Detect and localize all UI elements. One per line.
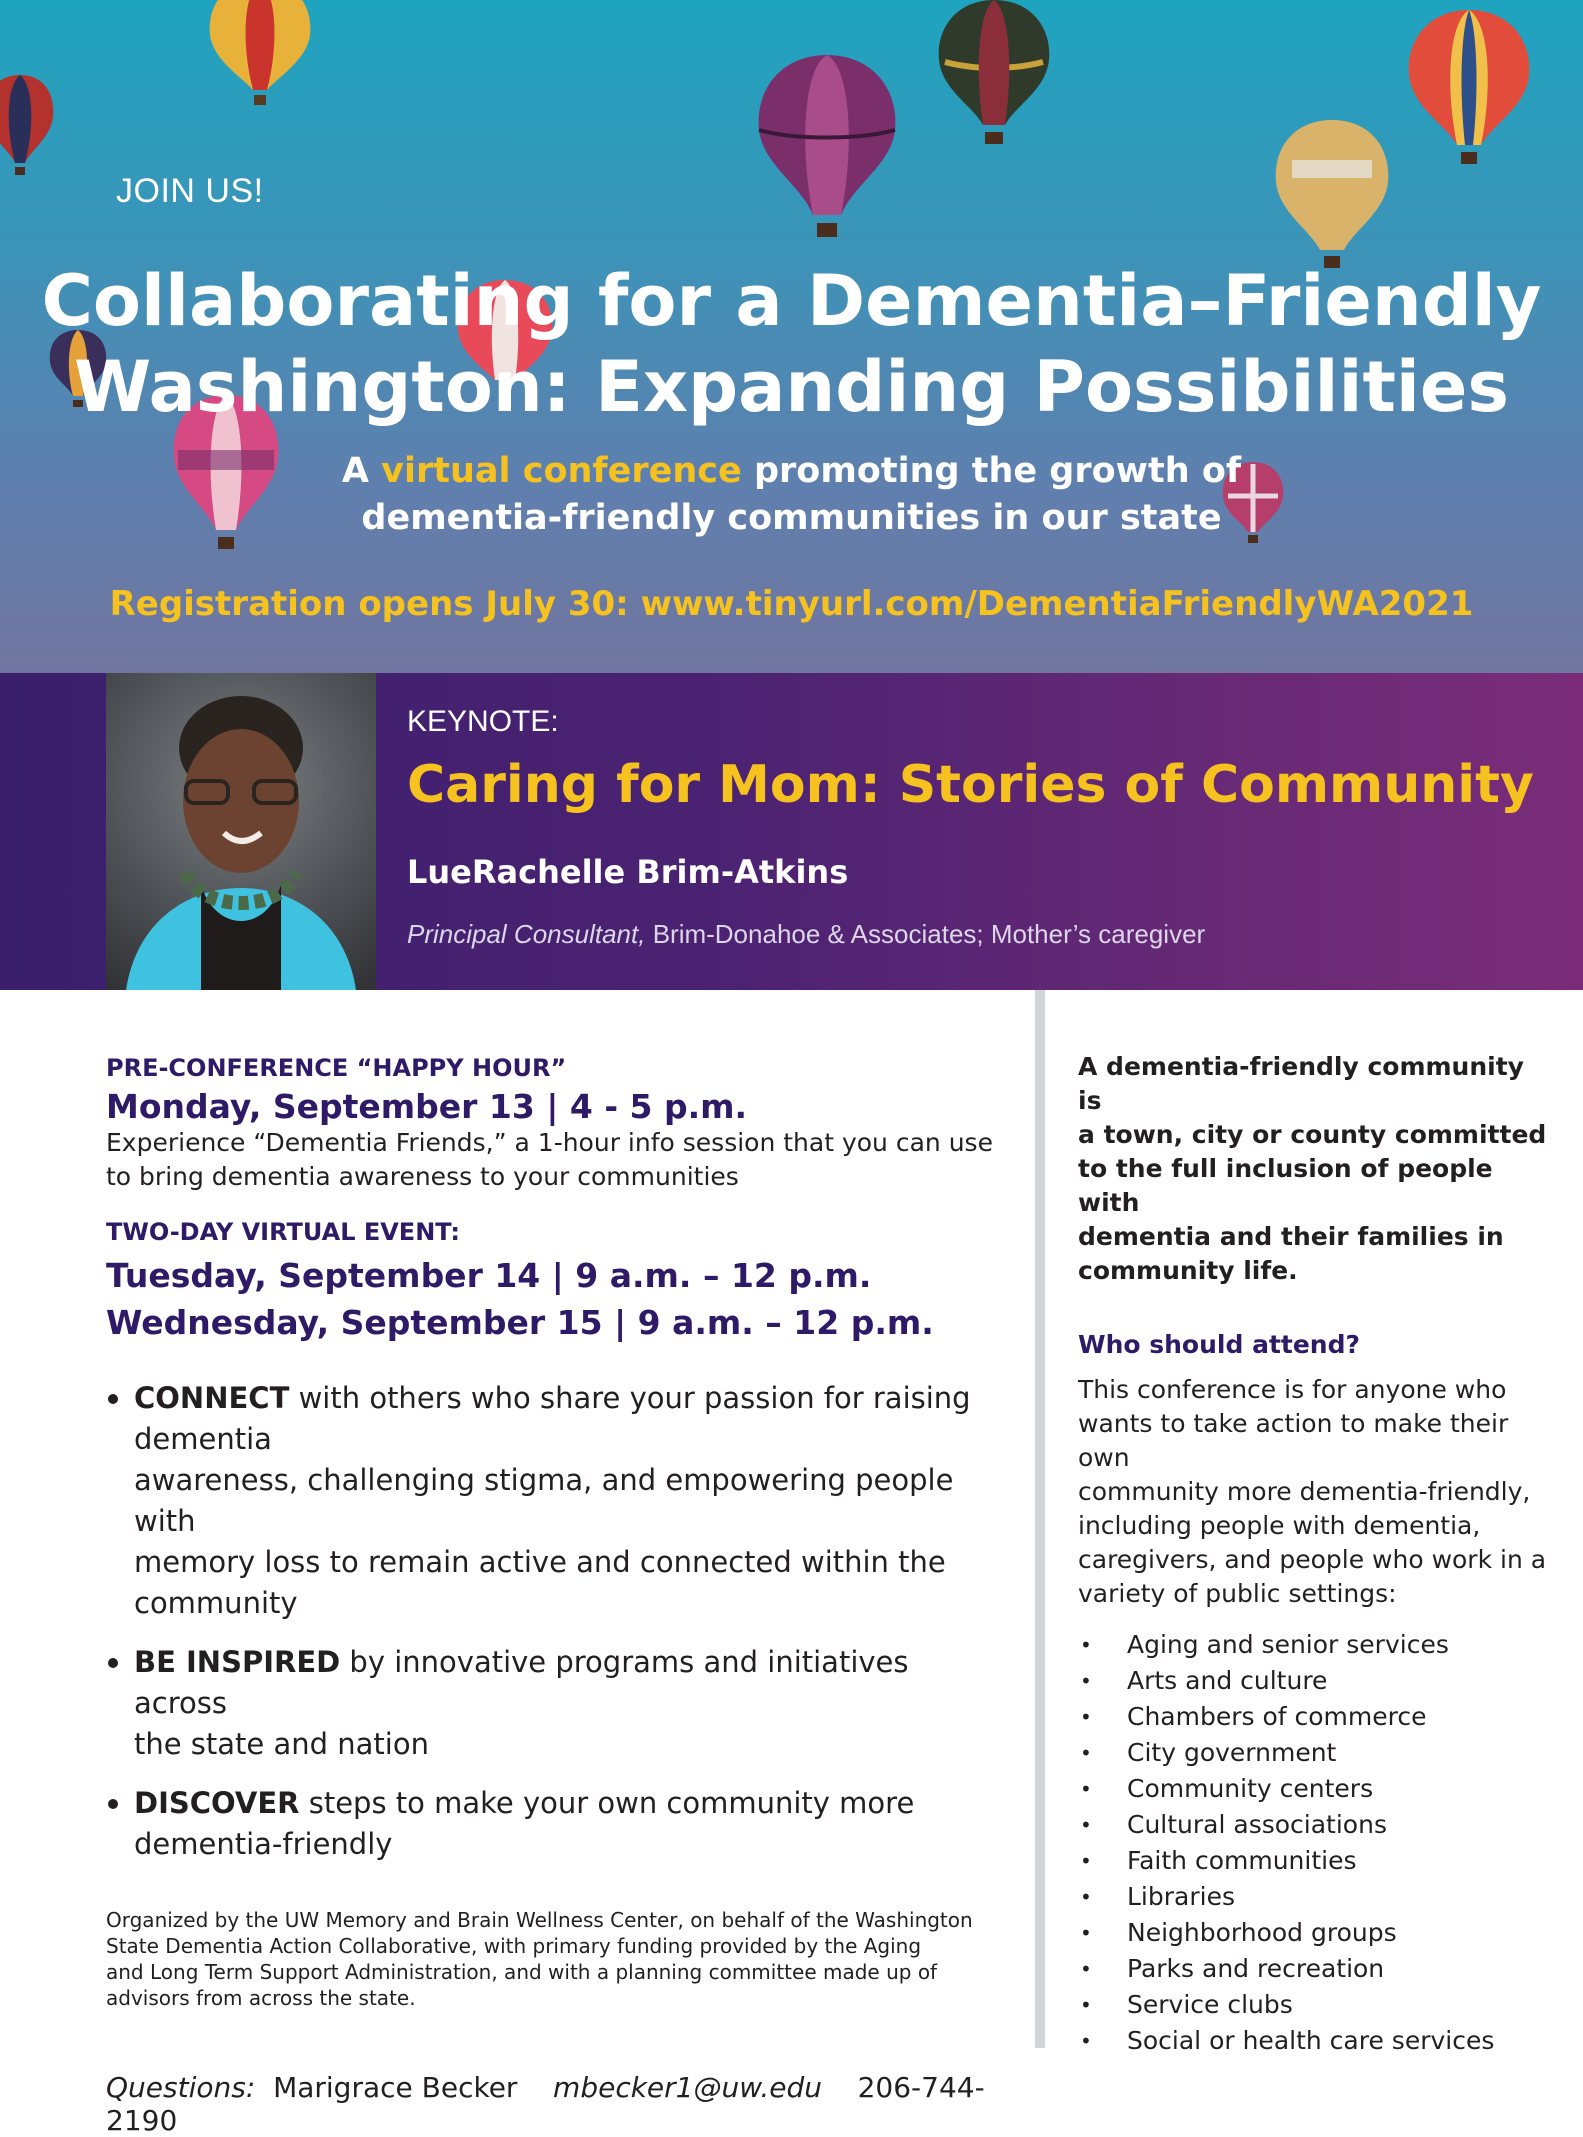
- audience-item: • Cultural associations: [1078, 1807, 1548, 1843]
- organizer-line: advisors from across the state.: [106, 1986, 416, 2010]
- benefit-line: memory loss to remain active and connected within the community: [134, 1545, 946, 1620]
- subtitle-line-2: dementia-friendly communities in our state: [361, 498, 1222, 538]
- benefit-text: by innovative programs and initiatives across: [134, 1645, 909, 1720]
- speaker-photo: [106, 673, 376, 990]
- audience-item: • City government: [1078, 1735, 1548, 1771]
- benefit-keyword: DISCOVER: [134, 1786, 300, 1820]
- audience-item: • Aging and senior services: [1078, 1627, 1548, 1663]
- hot-air-balloon-icon: [205, 0, 315, 115]
- info-sidebar: [1078, 1050, 1548, 2059]
- definition-line: dementia and their families in: [1078, 1222, 1504, 1251]
- benefit-line: awareness, challenging stigma, and empowering people with: [134, 1463, 954, 1538]
- who-line: caregivers, and people who work in a: [1078, 1545, 1547, 1574]
- subtitle-highlight: virtual conference: [381, 451, 742, 491]
- conference-subtitle: [0, 448, 1583, 542]
- subtitle-text: promoting the growth of: [741, 451, 1242, 491]
- organizer-line: Organized by the UW Memory and Brain Wellness Center, on behalf of the Washington: [106, 1908, 973, 1932]
- audience-list: [1078, 1627, 1548, 2059]
- registration-link[interactable]: Registration opens July 30: www.tinyurl.com/DementiaFriendlyWA2021: [109, 584, 1474, 624]
- definition-line: community life.: [1078, 1256, 1298, 1285]
- hero-banner: [0, 0, 1583, 673]
- audience-item: • Social or health care services: [1078, 2023, 1548, 2059]
- benefit-keyword: CONNECT: [134, 1381, 290, 1415]
- contact-phone[interactable]: 206-744-2190: [106, 2071, 985, 2137]
- contact-label: Questions:: [106, 2071, 256, 2104]
- definition-line: to the full inclusion of people with: [1078, 1154, 1493, 1217]
- benefit-line: [134, 1642, 1006, 1724]
- hot-air-balloon-icon: [1272, 120, 1392, 280]
- audience-item: • Parks and recreation: [1078, 1951, 1548, 1987]
- audience-item: • Arts and culture: [1078, 1663, 1548, 1699]
- who-line: This conference is for anyone who: [1078, 1375, 1507, 1404]
- benefit-line: [134, 1378, 1006, 1460]
- audience-item: • Chambers of commerce: [1078, 1699, 1548, 1735]
- definition-line: A dementia-friendly community is: [1078, 1052, 1524, 1115]
- benefit-item: [106, 1642, 1006, 1765]
- who-line: including people with dementia,: [1078, 1511, 1481, 1540]
- keynote-title: Caring for Mom: Stories of Community: [407, 755, 1534, 815]
- who-should-attend-text: [1078, 1373, 1548, 1611]
- organizer-line: and Long Term Support Administration, and with a planning committee made up of: [106, 1960, 938, 1984]
- title-line-2: Washington: Expanding Possibilities: [73, 346, 1510, 428]
- benefit-line: the state and nation: [134, 1727, 429, 1761]
- speaker-affiliation: Brim-Donahoe & Associates; Mother’s caregiver: [645, 919, 1206, 949]
- audience-item: • Community centers: [1078, 1771, 1548, 1807]
- conference-title: [0, 258, 1583, 430]
- audience-item: • Service clubs: [1078, 1987, 1548, 2023]
- preconference-heading: PRE-CONFERENCE “HAPPY HOUR”: [106, 1054, 567, 1082]
- benefit-text: steps to make your own community more: [299, 1786, 915, 1820]
- title-line-1: Collaborating for a Dementia–Friendly: [41, 260, 1542, 342]
- audience-item: • Neighborhood groups: [1078, 1915, 1548, 1951]
- hot-air-balloon-icon: [935, 0, 1053, 155]
- hot-air-balloon-icon: [0, 75, 55, 185]
- keynote-label: KEYNOTE:: [407, 705, 559, 738]
- keynote-band: [0, 673, 1583, 990]
- speaker-title: Principal Consultant,: [407, 919, 646, 949]
- benefit-text: with others who share your passion for raising dementia: [134, 1381, 971, 1456]
- preconference-description: [106, 1126, 1006, 1194]
- event-date-2: Wednesday, September 15 | 9 a.m. – 12 p.m.: [106, 1303, 934, 1342]
- schedule-column: [106, 1050, 1006, 2137]
- organizer-line: State Dementia Action Collaborative, with primary funding provided by the Aging: [106, 1934, 922, 1958]
- speaker-name: LueRachelle Brim-Atkins: [407, 853, 849, 891]
- description-line: Experience “Dementia Friends,” a 1-hour info session that you can use: [106, 1128, 993, 1157]
- who-line: variety of public settings:: [1078, 1579, 1397, 1608]
- hot-air-balloon-icon: [1405, 10, 1533, 175]
- subtitle-text: A: [341, 451, 382, 491]
- contact-line: [106, 2071, 1006, 2137]
- who-line: community more dementia-friendly,: [1078, 1477, 1531, 1506]
- benefit-line: [134, 1783, 1006, 1824]
- definition-text: [1078, 1050, 1548, 1288]
- contact-name: Marigrace Becker: [273, 2071, 518, 2104]
- join-us-label: JOIN US!: [116, 172, 264, 210]
- hot-air-balloon-icon: [755, 55, 900, 255]
- speaker-role: [407, 919, 1205, 950]
- who-should-attend-heading: Who should attend?: [1078, 1330, 1360, 1359]
- audience-item: • Libraries: [1078, 1879, 1548, 1915]
- event-date-1: Tuesday, September 14 | 9 a.m. – 12 p.m.: [106, 1256, 872, 1295]
- benefit-item: [106, 1783, 1006, 1865]
- audience-item: • Faith communities: [1078, 1843, 1548, 1879]
- benefit-line: dementia-friendly: [134, 1827, 393, 1861]
- who-line: wants to take action to make their own: [1078, 1409, 1509, 1472]
- definition-line: a town, city or county committed: [1078, 1120, 1547, 1149]
- organizer-note: [106, 1907, 1006, 2011]
- preconference-date: Monday, September 13 | 4 - 5 p.m.: [106, 1087, 748, 1126]
- description-line: to bring dementia awareness to your communities: [106, 1162, 739, 1191]
- benefits-list: [106, 1378, 1006, 1865]
- subtitle-line-1: [0, 448, 1583, 495]
- benefit-keyword: BE INSPIRED: [134, 1645, 341, 1679]
- column-divider: [1035, 990, 1045, 2048]
- event-heading: TWO-DAY VIRTUAL EVENT:: [106, 1218, 460, 1246]
- benefit-item: [106, 1378, 1006, 1624]
- contact-email[interactable]: mbecker1@uw.edu: [553, 2071, 822, 2104]
